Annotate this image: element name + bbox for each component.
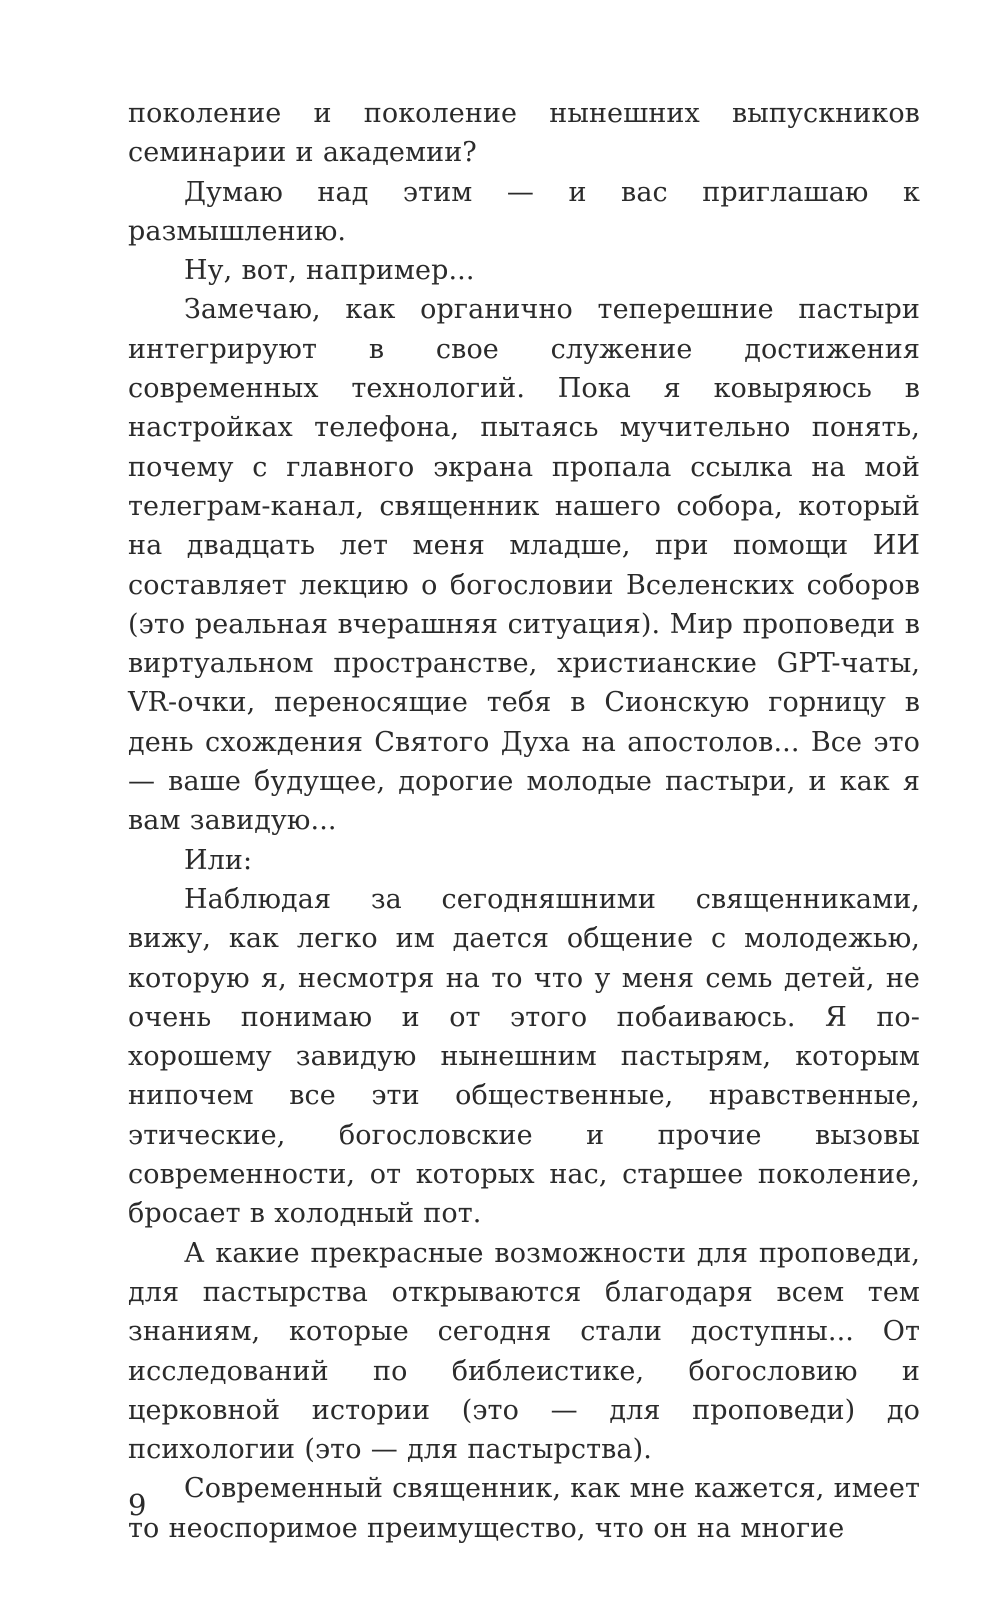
paragraph-4: Замечаю, как органично теперешние пастыри интегрируют в свое служение достижения современных технологий. Пока я ковыряюсь в настройках телефона, пытаясь мучительно понять, почему с главного экрана пропала ссылка на мой телеграм-канал, священник нашего собора, который на двадцать лет меня младше, при помощи ИИ составляет лекцию о богословии Вселенских соборов (это реальная вчерашняя ситуация). Мир проповеди в виртуальном пространстве, христианские GPT-чаты, VR-очки, переносящие тебя в Сионскую горницу в день схождения Святого Духа на апостолов... Все это — ваше будущее, дорогие молодые пастыри, и как я вам завидую... [128,294,920,837]
paragraph-1: поколение и поколение нынешних выпускников семинарии и академии? [128,98,920,169]
paragraph-3: Ну, вот, например... [184,255,475,287]
paragraph-8: Современный священник, как мне кажется, имеет то неоспоримое преимущество, что он на многие [128,1473,920,1544]
paragraph-7: А какие прекрасные возможности для проповеди, для пастырства открываются благодаря всем тем знаниям, которые сегодня стали доступны... От исследований по библеистике, богословию и церковной истории (это — для проповеди) до психологии (это — для пастырства). [128,1237,920,1466]
paragraph-6: Наблюдая за сегодняшними священниками, вижу, как легко им дается общение с молодежью, которую я, несмотря на то что у меня семь детей, не очень понимаю и от этого побаиваюсь. Я по-хорошему завидую нынешним пастырям, которым нипочем все эти общественные, нравственные, этические, богословские и прочие вызовы современности, от которых нас, старшее поколение, бросает в холодный пот. [128,883,920,1230]
body-text [128,94,920,1548]
page-number: 9 [128,1488,147,1522]
paragraph-5: Или: [184,844,253,876]
paragraph-2: Думаю над этим — и вас приглашаю к размышлению. [128,176,920,247]
